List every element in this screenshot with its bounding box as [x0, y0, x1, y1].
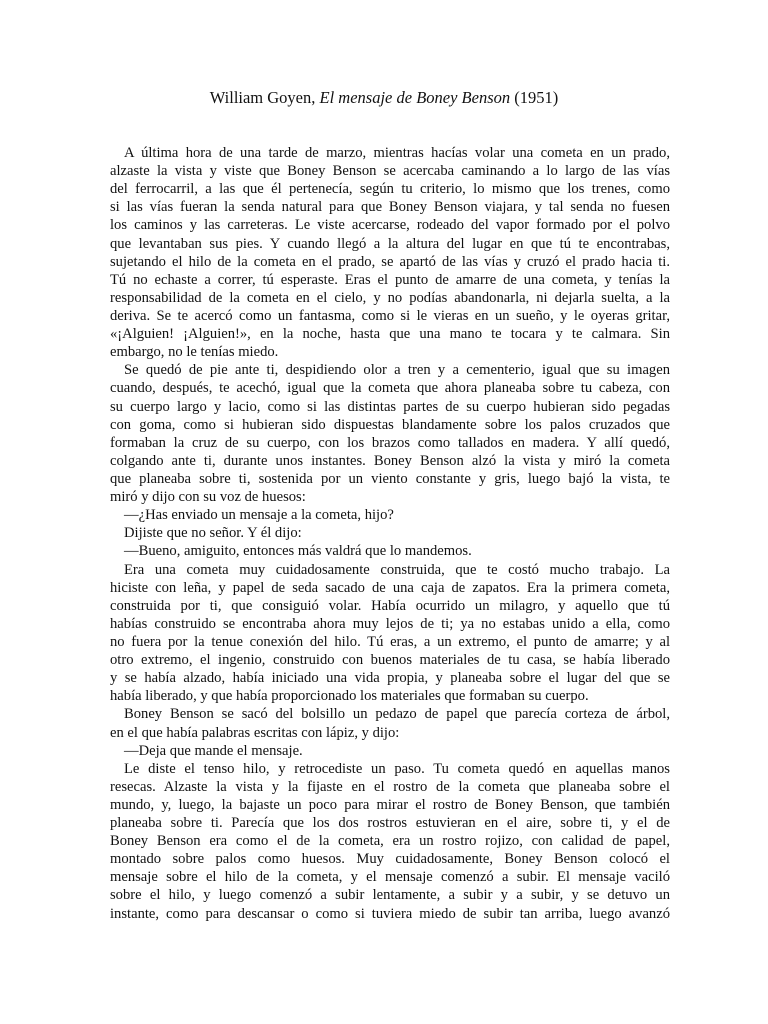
text-line: Dijiste que no señor. Y él dijo: — [124, 525, 302, 542]
text-line: que planeaba sobre ti, sostenida por un viento constante y gris, luego bajó la vista, te — [110, 470, 670, 487]
text-line: otro extremo, el ingenio, construido con buenos materiales de tu casa, se había liberado — [110, 652, 670, 669]
text-line: miró y dijo con su voz de huesos: — [110, 489, 306, 506]
title-work: El mensaje de Boney Benson — [319, 88, 511, 107]
text-line: no fuera por la tenue conexión del hilo. Tú eras, a un extremo, el punto de amarre; y al — [110, 633, 670, 650]
text-line: mensaje sobre el hilo de la cometa, y el mensaje comenzó a subir. El mensaje vaciló — [110, 869, 670, 886]
text-line: cuando, después, te acechó, igual que la cometa que ahora planeaba sobre tu cabeza, con — [110, 380, 670, 397]
text-line: construida por ti, que consiguió volar. Había ocurrido un milagro, y aquello que tú — [110, 597, 670, 614]
text-line: «¡Alguien! ¡Alguien!», en la noche, hasta que una mano te tocara y te calmara. Sin — [110, 326, 670, 343]
text-line: Boney Benson se sacó del bolsillo un pedazo de papel que parecía corteza de árbol, — [124, 706, 670, 723]
text-line: deriva. Se te acercó como un fantasma, como si le vieras en un sueño, y le oyeras gritar, — [110, 307, 670, 324]
document-body — [110, 144, 670, 923]
text-line: planeaba sobre ti. Parecía que los dos rostros estuvieran en el aire, sobre ti, y el de — [110, 815, 670, 832]
text-line: que levantaban sus pies. Y cuando llegó a la altura del lugar en que tú te encontrabas, — [110, 235, 670, 252]
text-line: embargo, no le tenías miedo. — [110, 344, 279, 361]
text-line: sobre el hilo, y luego comenzó a subir lentamente, a subir y a subir, y se detuvo un — [110, 887, 670, 904]
text-line: Le diste el tenso hilo, y retrocediste un paso. Tu cometa quedó en aquellas manos — [124, 760, 670, 777]
text-line: A última hora de una tarde de marzo, mientras hacías volar una cometa en un prado, — [124, 145, 670, 161]
text-line: si las vías fueran la senda natural para que Boney Benson viajara, y tal senda no fuesen — [110, 199, 670, 216]
text-line: resecas. Alzaste la vista y la fijaste en el rostro de la cometa que planeaba sobre el — [110, 778, 670, 795]
text-line: hiciste con leña, y papel de seda sacado de una caja de zapatos. Era la primera cometa, — [110, 579, 670, 596]
document-title — [0, 88, 768, 108]
text-line: y se había alzado, había iniciado una vida propia, y planeaba sobre el lugar del que se — [110, 670, 670, 687]
text-line: colgando ante ti, durante unos instantes. Boney Benson alzó la vista y miró la cometa — [110, 452, 670, 469]
text-line: —Bueno, amiguito, entonces más valdrá que lo mandemos. — [124, 543, 472, 560]
text-line: responsabilidad de la cometa en el cielo, y no podías abandonarla, ni dejarla suelta, a la — [110, 289, 670, 306]
text-line: con goma, como si hubieran sido dispuestas blandamente sobre los palos cruzados que — [110, 416, 670, 433]
text-line: alzaste la vista y viste que Boney Benson se acercaba caminando a lo largo de las vías — [110, 163, 670, 180]
text-line: los caminos y las carreteras. Le viste acercarse, rodeado del vapor formado por el polvo — [110, 217, 670, 234]
text-line: Tú no echaste a correr, tú esperaste. Eras el punto de amarre de una cometa, y tenías la — [110, 271, 670, 288]
text-line: había liberado, y que había proporcionado los materiales que formaban su cuerpo. — [110, 688, 589, 705]
text-line: instante, como para descansar o como si tuviera miedo de subir tan arriba, luego avanzó — [110, 905, 670, 922]
text-line: mundo, y, luego, la bajaste un poco para mirar el rostro de Boney Benson, que también — [110, 796, 670, 813]
text-line: Era una cometa muy cuidadosamente construida, que te costó mucho trabajo. La — [124, 561, 670, 578]
text-line: su cuerpo largo y lacio, como si las distintas partes de su cuerpo hubieran sido pegadas — [110, 398, 670, 415]
text-line: Boney Benson era como el de la cometa, era un rostro rojizo, con calidad de papel, — [110, 833, 670, 850]
text-line: sujetando el hilo de la cometa en el prado, se apartó de las vías y cruzó el prado hacia ti. — [110, 253, 670, 270]
text-line: habías construido se encontraba ahora muy lejos de ti; ya no estabas unido a ella, como — [110, 615, 670, 632]
text-line: montado sobre palos como huesos. Muy cuidadosamente, Boney Benson colocó el — [110, 851, 670, 868]
text-line: en el que había palabras escritas con lápiz, y dijo: — [110, 724, 400, 741]
title-year: (1951) — [514, 88, 559, 107]
title-author: William Goyen, — [209, 88, 316, 107]
text-line: del ferrocarril, a las que él pertenecía, según tu criterio, lo mismo que los trenes, como — [110, 181, 670, 198]
text-line: Se quedó de pie ante ti, despidiendo olor a tren y a cementerio, igual que su imagen — [124, 362, 670, 379]
text-line: —¿Has enviado un mensaje a la cometa, hijo? — [124, 507, 394, 524]
text-line: —Deja que mande el mensaje. — [124, 742, 303, 759]
text-line: formaban la cruz de su cuerpo, con los brazos como tallados en madera. Y allí quedó, — [110, 434, 670, 451]
